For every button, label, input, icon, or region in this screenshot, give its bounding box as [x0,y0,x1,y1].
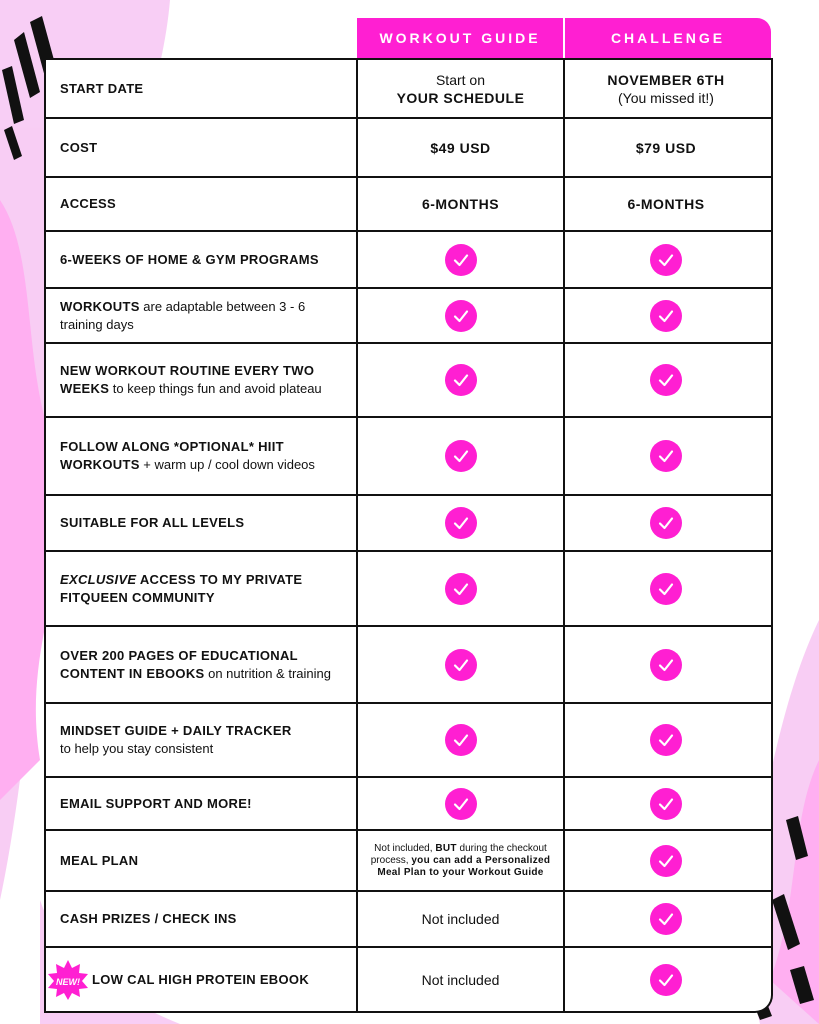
table-row [46,776,771,829]
row-label: NEW! LOW CAL HIGH PROTEIN EBOOK [46,948,358,1011]
table-row [46,176,771,230]
check-icon [650,903,682,935]
new-badge: NEW! [48,960,88,1000]
table-row [46,829,771,890]
check-icon [650,788,682,820]
row-label: EXCLUSIVE ACCESS TO MY PRIVATE FITQUEEN COMMUNITY [46,552,358,625]
row-label: NEW WORKOUT ROUTINE EVERY TWO WEEKS to keep things fun and avoid plateau [46,344,358,416]
row-label: COST [46,119,358,176]
check-icon [445,573,477,605]
header-workout-guide: WORKOUT GUIDE [357,18,563,58]
meal-plan-note: Not included, BUT during the checkout process, you can add a Personalized Meal Plan to your Workout Guide [358,831,565,890]
check-icon [650,300,682,332]
row-label: OVER 200 PAGES OF EDUCATIONAL CONTENT IN EBOOKS on nutrition & training [46,627,358,702]
table-row [46,550,771,625]
check-icon [650,364,682,396]
table-row [46,58,771,117]
row-label: 6-WEEKS OF HOME & GYM PROGRAMS [46,232,358,287]
table-row [46,342,771,416]
check-icon [650,244,682,276]
table-row [46,946,771,1011]
table-row [46,230,771,287]
row-label: MEAL PLAN [46,831,358,890]
table-row [46,702,771,776]
check-icon [650,845,682,877]
guide-value: Not included [358,948,565,1011]
check-icon [650,440,682,472]
check-icon [650,573,682,605]
table-row [46,890,771,946]
row-label: FOLLOW ALONG *OPTIONAL* HIIT WORKOUTS + warm up / cool down videos [46,418,358,494]
table-row [46,287,771,342]
table-row [46,625,771,702]
challenge-value: NOVEMBER 6TH (You missed it!) [607,71,725,106]
check-icon [650,507,682,539]
row-label: EMAIL SUPPORT AND MORE! [46,778,358,829]
row-label: START DATE [46,60,358,117]
check-icon [445,300,477,332]
check-icon [445,440,477,472]
header-challenge: CHALLENGE [565,18,771,58]
check-icon [445,649,477,681]
row-label: MINDSET GUIDE + DAILY TRACKER to help you stay consistent [46,704,358,776]
guide-value: Not included [358,892,565,946]
row-label: SUITABLE FOR ALL LEVELS [46,496,358,550]
check-icon [650,964,682,996]
check-icon [650,649,682,681]
table-row [46,117,771,176]
table-row [46,416,771,494]
guide-value: Start on YOUR SCHEDULE [358,60,565,117]
check-icon [445,364,477,396]
check-icon [445,724,477,756]
guide-value: $49 USD [358,119,565,176]
check-icon [650,724,682,756]
challenge-value: 6-MONTHS [627,196,705,212]
check-icon [445,244,477,276]
check-icon [445,507,477,539]
guide-value: 6-MONTHS [358,178,565,230]
check-icon [445,788,477,820]
row-label: CASH PRIZES / CHECK INS [46,892,358,946]
challenge-value: $79 USD [635,139,697,156]
row-label: ACCESS [46,178,358,230]
row-label: WORKOUTS are adaptable between 3 - 6 training days [46,289,358,342]
comparison-table [44,58,773,1013]
table-row [46,494,771,550]
